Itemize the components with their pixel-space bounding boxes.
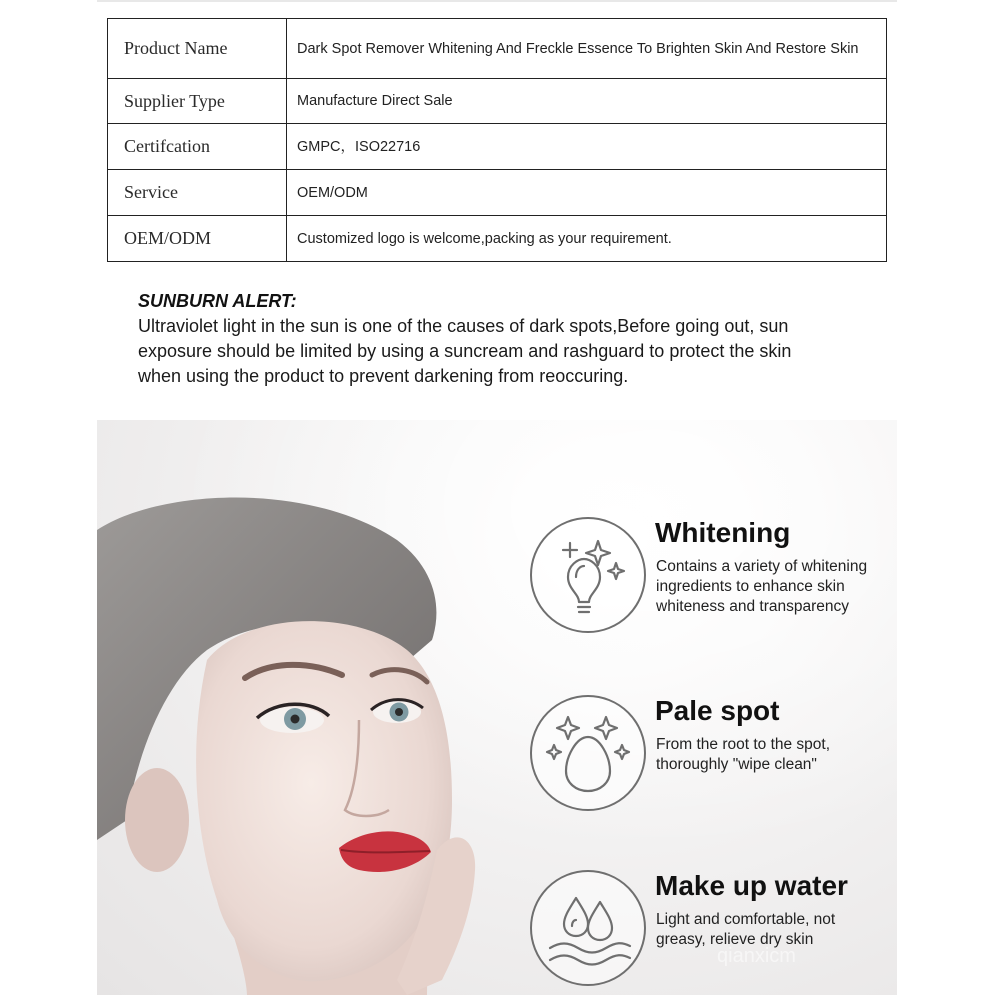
feature-whitening	[530, 517, 890, 637]
row-value-product-name: Dark Spot Remover Whitening And Freckle Essence To Brighten Skin And Restore Skin	[287, 19, 887, 79]
top-divider	[97, 0, 897, 2]
row-label-certification: Certifcation	[108, 124, 287, 170]
alert-title: SUNBURN ALERT:	[138, 291, 297, 311]
alert-text: Ultraviolet light in the sun is one of the causes of dark spots,Before going out, sun exposure should be limited by using a suncream and rashguard to protect the skin when using the product to prevent darkening from reoccuring.	[138, 316, 792, 386]
feature-description: Contains a variety of whitening ingredients to enhance skin whiteness and transparency	[656, 558, 868, 615]
row-label-supplier-type: Supplier Type	[108, 79, 287, 124]
table-row	[108, 79, 887, 124]
feature-description: From the root to the spot, thoroughly "wipe clean"	[656, 736, 831, 773]
table-row	[108, 216, 887, 262]
watermark: qianxicm	[717, 945, 796, 967]
row-value-service: OEM/ODM	[287, 170, 887, 216]
lightbulb-sparkle-icon	[530, 517, 646, 633]
egg-sparkle-icon	[530, 695, 646, 811]
water-drops-waves-icon	[530, 870, 646, 986]
feature-pale-spot	[530, 695, 890, 815]
table-row	[108, 19, 887, 79]
feature-title: Pale spot	[655, 695, 780, 726]
sunburn-alert	[138, 290, 838, 389]
row-label-product-name: Product Name	[108, 19, 287, 79]
feature-make-up-water	[530, 870, 890, 990]
row-value-oem-odm: Customized logo is welcome,packing as your requirement.	[287, 216, 887, 262]
row-label-oem-odm: OEM/ODM	[108, 216, 287, 262]
product-spec-table	[107, 18, 887, 262]
table-row	[108, 170, 887, 216]
row-label-service: Service	[108, 170, 287, 216]
hero-banner	[97, 420, 897, 995]
feature-title: Make up water	[655, 870, 848, 901]
feature-title: Whitening	[655, 517, 791, 548]
feature-description: Light and comfortable, not greasy, relieve dry skin	[656, 911, 836, 948]
table-row	[108, 124, 887, 170]
row-value-certification: GMPC，ISO22716	[287, 124, 887, 170]
row-value-supplier-type: Manufacture Direct Sale	[287, 79, 887, 124]
